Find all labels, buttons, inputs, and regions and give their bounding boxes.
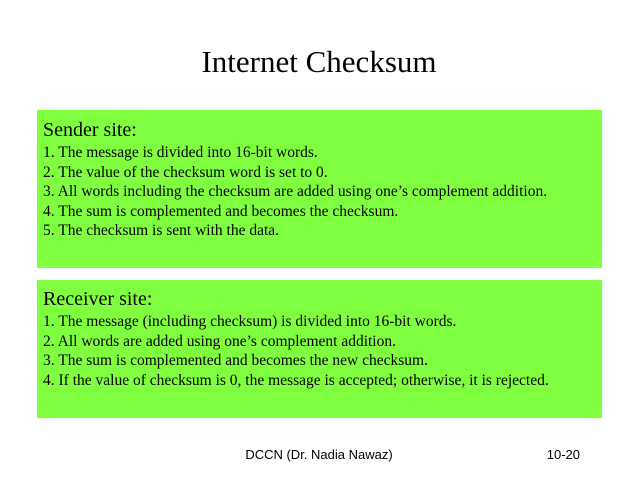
page-number: 10-20 — [546, 447, 580, 462]
receiver-steps — [43, 312, 596, 390]
receiver-step: 2. All words are added using one’s complement addition. — [43, 332, 396, 350]
sender-step: 4. The sum is complemented and becomes the checksum. — [43, 202, 399, 220]
footer-author: DCCN (Dr. Nadia Nawaz) — [245, 447, 393, 462]
receiver-step: 3. The sum is complemented and becomes the new checksum. — [43, 352, 428, 369]
sender-step: 2. The value of the checksum word is set to 0. — [43, 163, 328, 181]
sender-step: 5. The checksum is sent with the data. — [43, 222, 280, 239]
sender-step: 1. The message is divided into 16-bit words. — [43, 144, 318, 161]
receiver-heading: Receiver site: — [43, 288, 153, 310]
sender-box — [37, 110, 602, 268]
sender-step: 3. All words including the checksum are added using one’s complement addition. — [43, 183, 548, 200]
slide-title: Internet Checksum — [201, 44, 437, 79]
sender-heading: Sender site: — [43, 119, 137, 141]
sender-steps — [43, 143, 596, 241]
receiver-step: 1. The message (including checksum) is divided into 16-bit words. — [43, 313, 457, 330]
receiver-step: 4. If the value of checksum is 0, the message is accepted; otherwise, it is rejected. — [43, 371, 549, 389]
receiver-box — [37, 280, 602, 418]
